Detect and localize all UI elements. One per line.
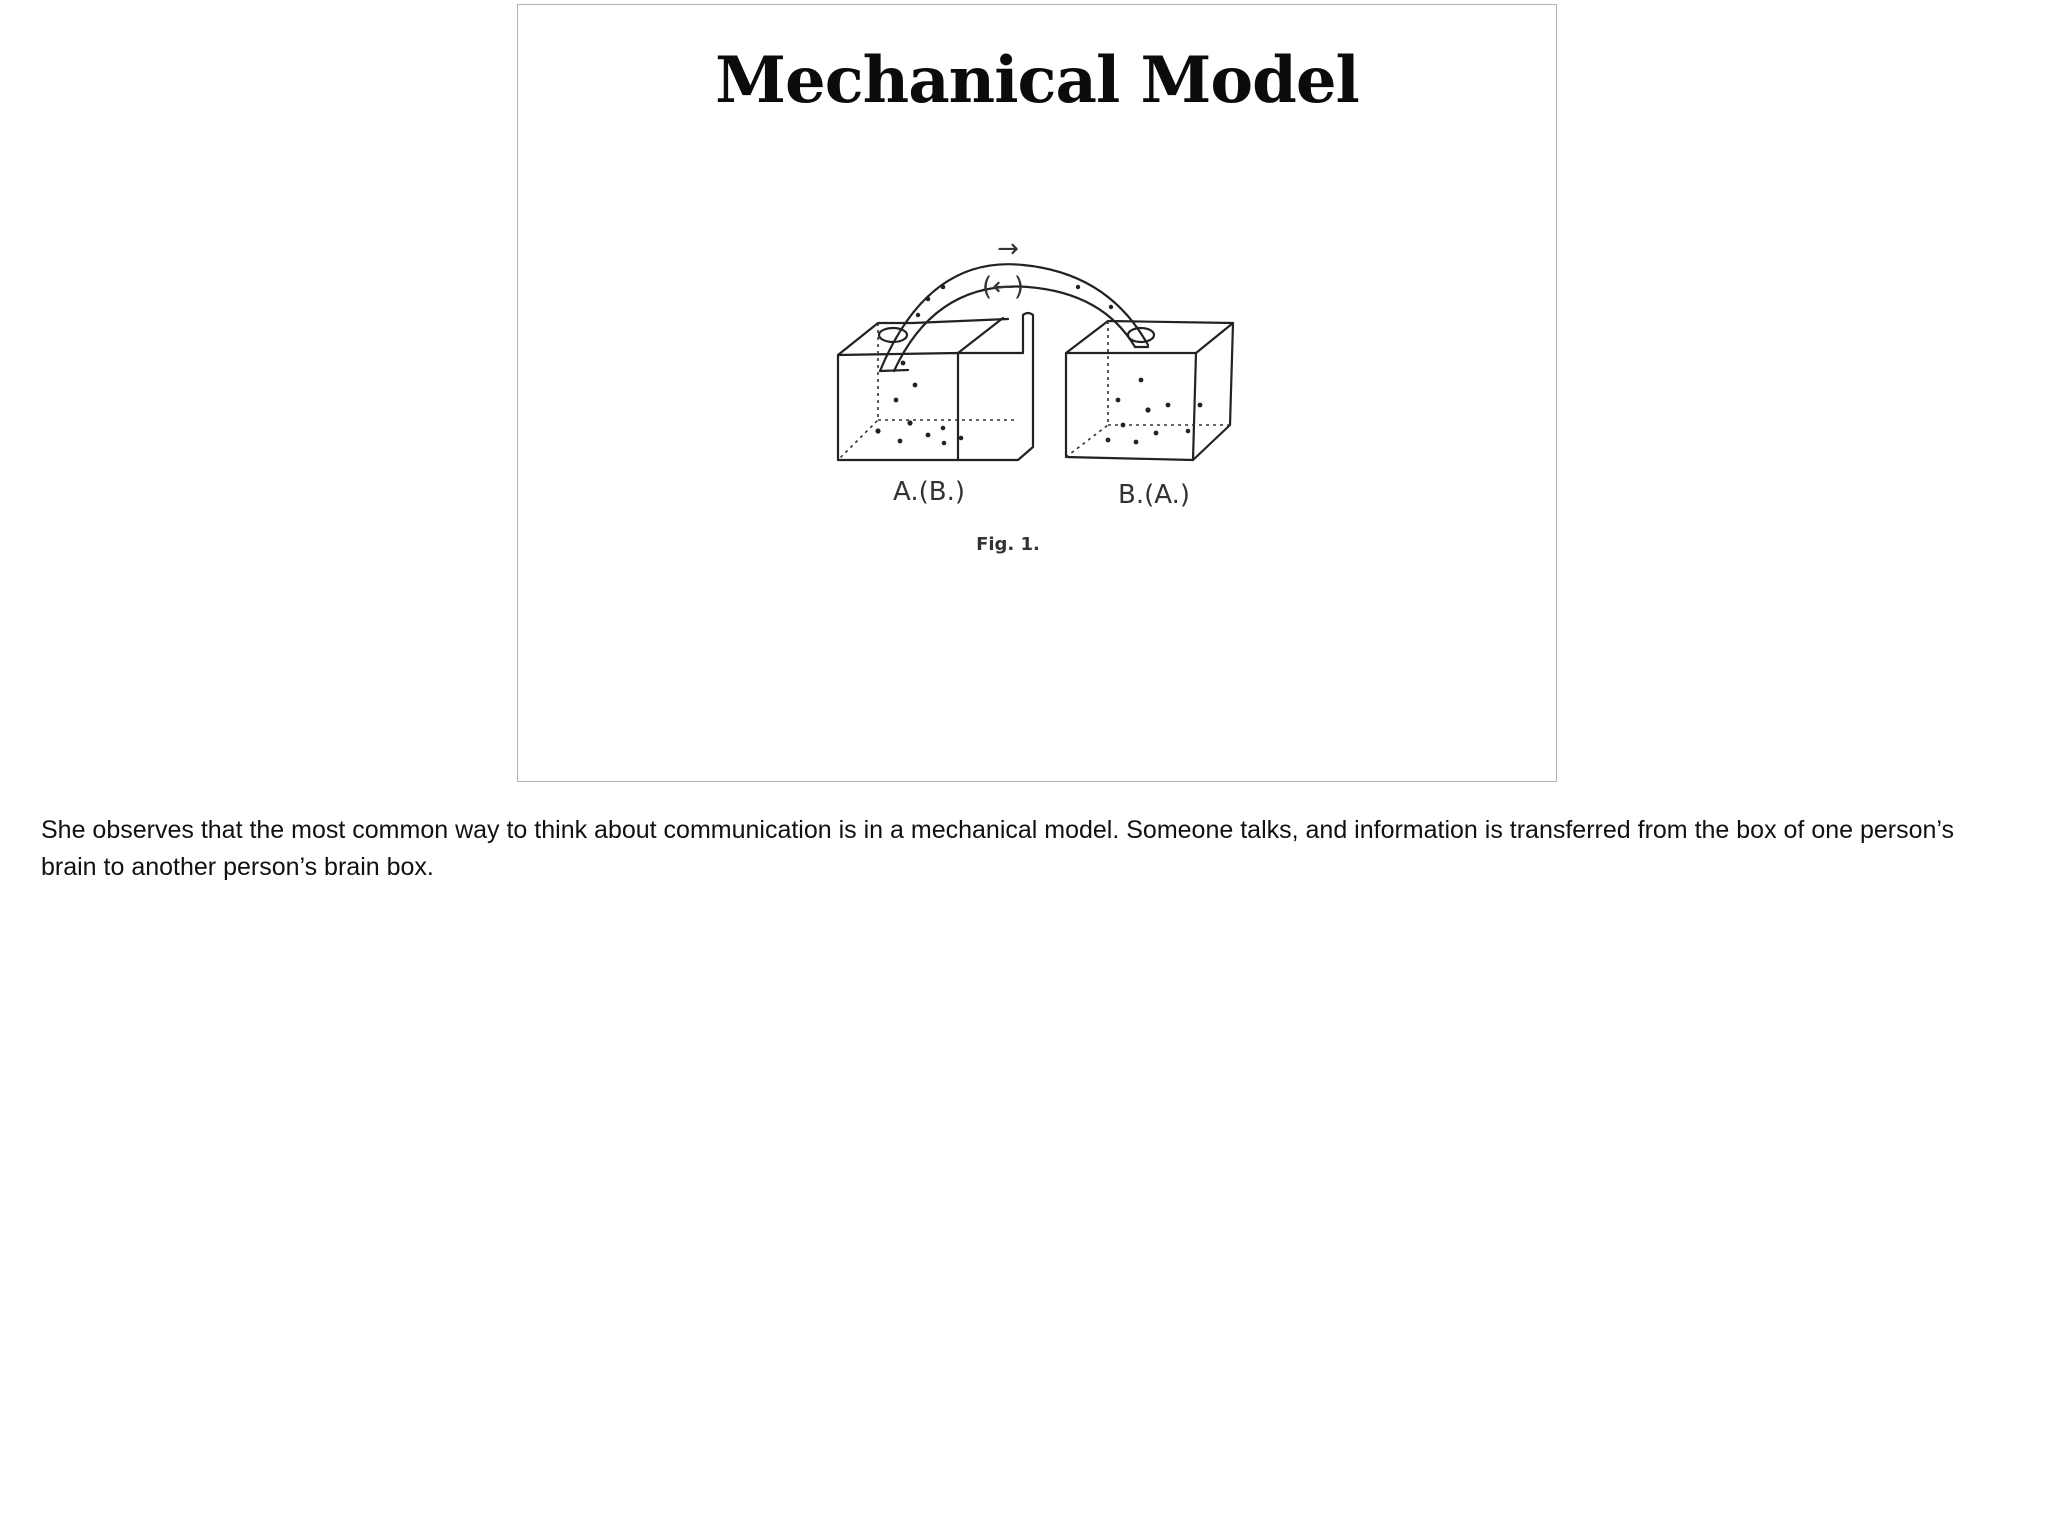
back-arrow-label: (←) [981,272,1025,302]
boxes-tube-drawing [818,235,1268,565]
figure-caption: Fig. 1. [976,534,1040,555]
mechanical-model-illustration [818,235,1268,565]
right-box-label: B.(A.) [1118,480,1190,510]
presenter-notes: She observes that the most common way to think about communication is in a mechanical model. Someone talks, and information is transferred from the box of one person’s brain to another person’s brain box. [41,816,1955,881]
forward-arrow-label: → [997,235,1019,264]
slide-title: Mechanical Model [715,43,1359,118]
left-box-label: A.(B.) [893,477,965,507]
left-brain-box [838,313,1033,460]
slide [517,4,1557,782]
right-brain-box [1066,321,1233,460]
